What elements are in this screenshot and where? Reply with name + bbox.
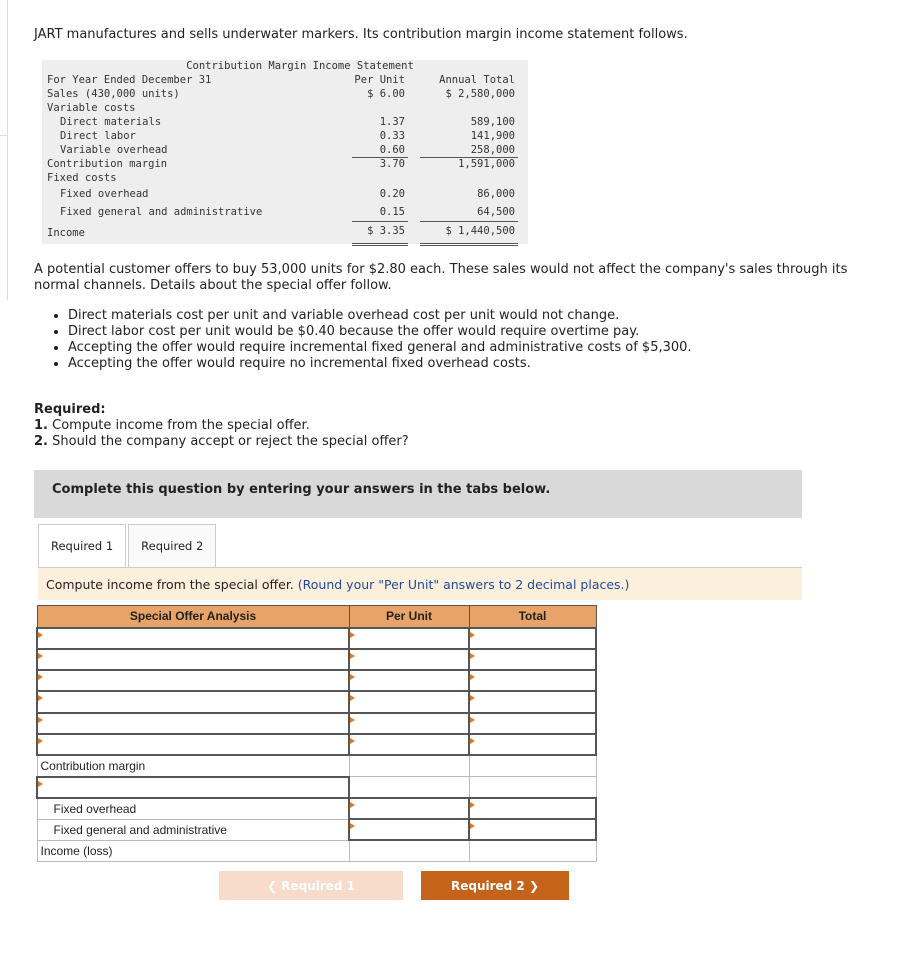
row-label: Direct labor — [60, 130, 136, 142]
instruction-text: Compute income from the special offer. — [46, 577, 294, 592]
chevron-right-icon: ❯ — [528, 878, 540, 893]
total-input[interactable] — [469, 713, 596, 734]
row-label: Sales (430,000 units) — [47, 88, 180, 100]
per-unit-input[interactable] — [349, 819, 469, 840]
label-input[interactable] — [37, 713, 349, 734]
statement-title: Contribution Margin Income Statement — [186, 60, 414, 72]
list-item: • Direct materials cost per unit and variable overhead cost per unit would not change. — [68, 308, 692, 324]
special-offer-paragraph: A potential customer offers to buy 53,000 units for $2.80 each. These sales would not affect the company's sales through its normal channels. Details about the special offer follow. — [34, 262, 848, 293]
table-row — [37, 798, 596, 819]
total-input[interactable] — [469, 670, 596, 691]
special-offer-table — [36, 605, 597, 862]
header-per-unit: Per Unit — [349, 606, 469, 628]
header-analysis: Special Offer Analysis — [37, 606, 349, 628]
total-cell — [469, 840, 596, 861]
tab-instruction — [38, 567, 802, 600]
next-required-2-button[interactable] — [421, 871, 569, 900]
instructions-banner: Complete this question by entering your answers in the tabs below. — [34, 470, 802, 518]
table-row — [37, 755, 596, 776]
row-label: Fixed overhead — [60, 188, 149, 200]
per-unit-input[interactable] — [349, 798, 469, 819]
row-label: Variable costs — [47, 102, 136, 114]
prev-button-label: Required 1 — [281, 878, 356, 893]
per-unit-cell — [349, 755, 469, 776]
tab-required-2[interactable]: Required 2 — [128, 524, 216, 568]
row-per-unit: 0.60 — [379, 144, 405, 156]
required-item: Should the company accept or reject the special offer? — [52, 434, 409, 449]
row-total: 141,900 — [470, 130, 515, 142]
row-total: $ 1,440,500 — [445, 225, 515, 237]
row-total: 258,000 — [470, 144, 515, 156]
row-total: 1,591,000 — [458, 158, 515, 170]
label-input[interactable] — [37, 670, 349, 691]
label-input[interactable] — [37, 691, 349, 712]
total-input[interactable] — [469, 819, 596, 840]
label-input[interactable] — [37, 628, 349, 649]
row-label: Direct materials — [60, 116, 162, 128]
table-row — [37, 628, 596, 649]
income-loss-label: Income (loss) — [37, 840, 349, 861]
row-label: Fixed general and administrative — [60, 206, 263, 218]
tab-required-1[interactable]: Required 1 — [38, 524, 126, 569]
row-per-unit: $ 6.00 — [367, 88, 405, 100]
list-item: • Accepting the offer would require incremental fixed general and administrative costs of $5,300. — [68, 340, 692, 356]
instruction-hint: (Round your "Per Unit" answers to 2 decimal places.) — [297, 577, 630, 592]
total-input[interactable] — [469, 691, 596, 712]
row-total: 64,500 — [477, 206, 515, 218]
row-per-unit: 1.37 — [379, 116, 405, 128]
statement-period: For Year Ended December 31 — [47, 74, 212, 86]
cm-income-statement — [42, 60, 528, 244]
row-total: 589,100 — [470, 116, 515, 128]
row-label: Income — [47, 227, 85, 239]
row-label: Contribution margin — [47, 158, 168, 170]
total-input[interactable] — [469, 734, 596, 755]
offer-details-list — [52, 308, 692, 372]
total-cell — [469, 755, 596, 776]
table-row — [37, 840, 596, 861]
col-annual-total: Annual Total — [439, 74, 515, 86]
chevron-left-icon: ❮ — [266, 878, 278, 893]
row-per-unit: 0.33 — [379, 130, 405, 142]
per-unit-input[interactable] — [349, 649, 469, 670]
required-item: Compute income from the special offer. — [52, 418, 310, 433]
contribution-margin-label: Contribution margin — [37, 755, 349, 776]
tab-bar — [38, 524, 216, 568]
row-per-unit: 0.20 — [379, 188, 405, 200]
row-per-unit: 3.70 — [379, 158, 405, 170]
per-unit-input[interactable] — [349, 670, 469, 691]
table-row — [37, 649, 596, 670]
total-input[interactable] — [469, 628, 596, 649]
required-num: 2. — [34, 434, 48, 449]
table-row — [37, 777, 596, 798]
per-unit-input[interactable] — [349, 691, 469, 712]
col-per-unit: Per Unit — [354, 74, 405, 86]
left-edge-divider — [0, 0, 8, 300]
table-row — [37, 670, 596, 691]
intro-text: JART manufactures and sells underwater markers. Its contribution margin income statement follows. — [34, 27, 688, 42]
list-item: • Accepting the offer would require no incremental fixed overhead costs. — [68, 356, 692, 372]
label-input[interactable] — [37, 649, 349, 670]
table-row — [37, 691, 596, 712]
row-total: $ 2,580,000 — [445, 88, 515, 100]
required-num: 1. — [34, 418, 48, 433]
total-input[interactable] — [469, 798, 596, 819]
fixed-overhead-label: Fixed overhead — [37, 798, 349, 819]
total-cell — [469, 777, 596, 798]
table-row — [37, 734, 596, 755]
per-unit-cell — [349, 777, 469, 798]
row-label: Variable overhead — [60, 144, 168, 156]
row-per-unit: $ 3.35 — [367, 225, 405, 237]
label-input[interactable] — [37, 734, 349, 755]
fixed-ga-label: Fixed general and administrative — [37, 819, 349, 840]
row-per-unit: 0.15 — [379, 206, 405, 218]
total-input[interactable] — [469, 649, 596, 670]
per-unit-input[interactable] — [349, 628, 469, 649]
required-heading: Required: — [34, 402, 106, 417]
list-item: • Direct labor cost per unit would be $0.40 because the offer would require overtime pay. — [68, 324, 692, 340]
label-input[interactable] — [37, 777, 349, 798]
per-unit-cell — [349, 840, 469, 861]
per-unit-input[interactable] — [349, 713, 469, 734]
per-unit-input[interactable] — [349, 734, 469, 755]
double-underline — [420, 243, 518, 246]
required-section — [34, 402, 409, 450]
table-row — [37, 819, 596, 840]
double-underline — [352, 243, 408, 246]
row-total: 86,000 — [477, 188, 515, 200]
next-button-label: Required 2 — [450, 878, 525, 893]
row-label: Fixed costs — [47, 172, 117, 184]
prev-required-1-button[interactable] — [219, 871, 403, 900]
table-row — [37, 713, 596, 734]
header-total: Total — [469, 606, 596, 628]
